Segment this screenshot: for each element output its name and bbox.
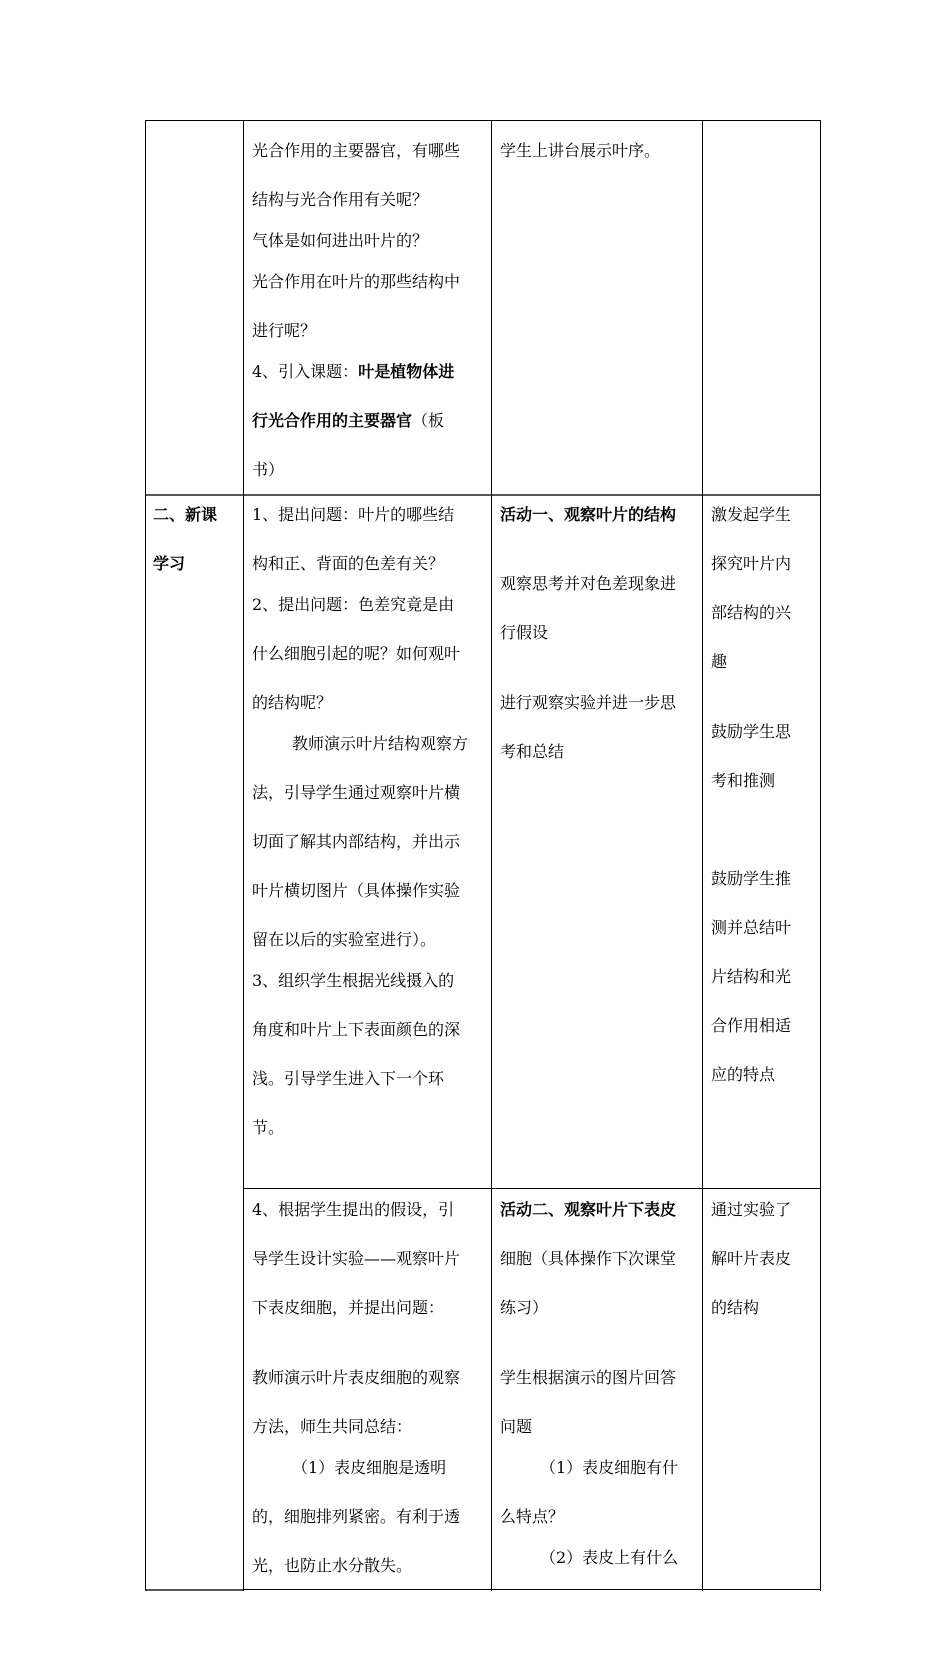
text-line: 进行观察实验并进一步思 [500,693,677,712]
text-line: 切面了解其内部结构，并出示 [252,832,461,851]
text-line: 1、提出问题：叶片的哪些结 [252,505,455,524]
text-line: 叶片横切图片（具体操作实验 [252,881,461,900]
row-divider-1 [145,494,821,496]
text-line: 构和正、背面的色差有关？ [252,554,445,573]
text-line: 学生上讲台展示叶序。 [500,141,661,160]
text-line: 片结构和光 [711,967,792,986]
text-line: 进行呢？ [252,321,317,340]
text-line: 学生根据演示的图片回答 [500,1368,677,1387]
stage-label-text: 二、新课 [153,505,218,524]
text-line: 考和推测 [711,771,776,790]
text-line: 解叶片表皮 [711,1249,792,1268]
topic-prefix: 4、引入课题： [252,362,359,381]
text-line: 结构与光合作用有关呢？ [252,190,429,209]
text-line: 测并总结叶 [711,918,792,937]
table-top-border [145,120,821,121]
activity-title: 活动一、观察叶片的结构 [500,505,677,524]
text-line: 浅。引导学生进入下一个环 [252,1069,445,1088]
topic-title-bold: 行光合作用的主要器官 [252,411,413,430]
text-line: 下表皮细胞，并提出问题： [252,1298,445,1317]
text-line: 光合作用的主要器官，有哪些 [252,141,461,160]
text-line: 气体是如何进出叶片的？ [252,231,429,250]
text-line: 行假设 [500,623,549,642]
text-line: 什么细胞引起的呢？如何观叶 [252,644,461,663]
text-line: 角度和叶片上下表面颜色的深 [252,1020,461,1039]
text-line: 4、根据学生提出的假设，引 [252,1200,455,1219]
table-bottom-border-left [145,1589,243,1591]
text-line: （1）表皮细胞有什 [540,1458,679,1477]
table-bottom-border-right [243,1589,821,1590]
text-line: 考和总结 [500,742,565,761]
text-line: 练习） [500,1298,549,1317]
text-line: 细胞（具体操作下次课堂 [500,1249,677,1268]
text-line: 的结构 [711,1298,760,1317]
text-line: 合作用相适 [711,1016,792,1035]
column-divider-2 [491,120,492,1591]
text-line: （2）表皮上有什么 [540,1548,679,1567]
text-line: 应的特点 [711,1065,776,1084]
text-line: 光，也防止水分散失。 [252,1556,413,1575]
text-line: 观察思考并对色差现象进 [500,574,677,593]
topic-suffix: （板 [412,411,445,430]
text-line: 方法，师生共同总结： [252,1417,413,1436]
column-divider-3 [702,120,703,1591]
text-line: 探究叶片内 [711,554,792,573]
text-line: （1）表皮细胞是透明 [292,1458,447,1477]
text-line: 留在以后的实验室进行）。 [252,930,437,949]
lesson-topic-line [252,359,454,382]
text-line: 趣 [711,652,728,671]
text-line: 的，细胞排列紧密。有利于透 [252,1507,461,1526]
activity-title: 活动二、观察叶片下表皮 [500,1200,677,1219]
text-line: 么特点？ [500,1507,565,1526]
text-line: 鼓励学生推 [711,869,792,888]
text-line: 书） [252,460,285,479]
text-line: 导学生设计实验——观察叶片 [252,1249,461,1268]
text-line: 部结构的兴 [711,603,792,622]
text-line: 激发起学生 [711,505,792,524]
table-left-border [145,120,146,1591]
text-line: 2、提出问题：色差究竟是由 [252,595,455,614]
column-divider-1 [243,120,244,1591]
text-line: 通过实验了 [711,1200,792,1219]
text-line: 3、组织学生根据光线摄入的 [252,971,455,990]
text-line: 光合作用在叶片的那些结构中 [252,272,461,291]
text-line: 问题 [500,1417,533,1436]
stage-label [153,502,233,525]
stage-label: 学习 [153,554,186,573]
text-line: 法，引导学生通过观察叶片横 [252,783,461,802]
text-line: 教师演示叶片表皮细胞的观察 [252,1368,461,1387]
lesson-topic-line [252,408,444,431]
row-divider-2 [243,1188,821,1189]
text-line: 鼓励学生思 [711,722,792,741]
text-line: 的结构呢？ [252,693,333,712]
topic-title-bold: 叶是植物体进 [358,362,455,381]
text-line: 教师演示叶片结构观察方 [292,734,469,753]
text-line: 节。 [252,1118,285,1137]
table-right-border [820,120,821,1591]
